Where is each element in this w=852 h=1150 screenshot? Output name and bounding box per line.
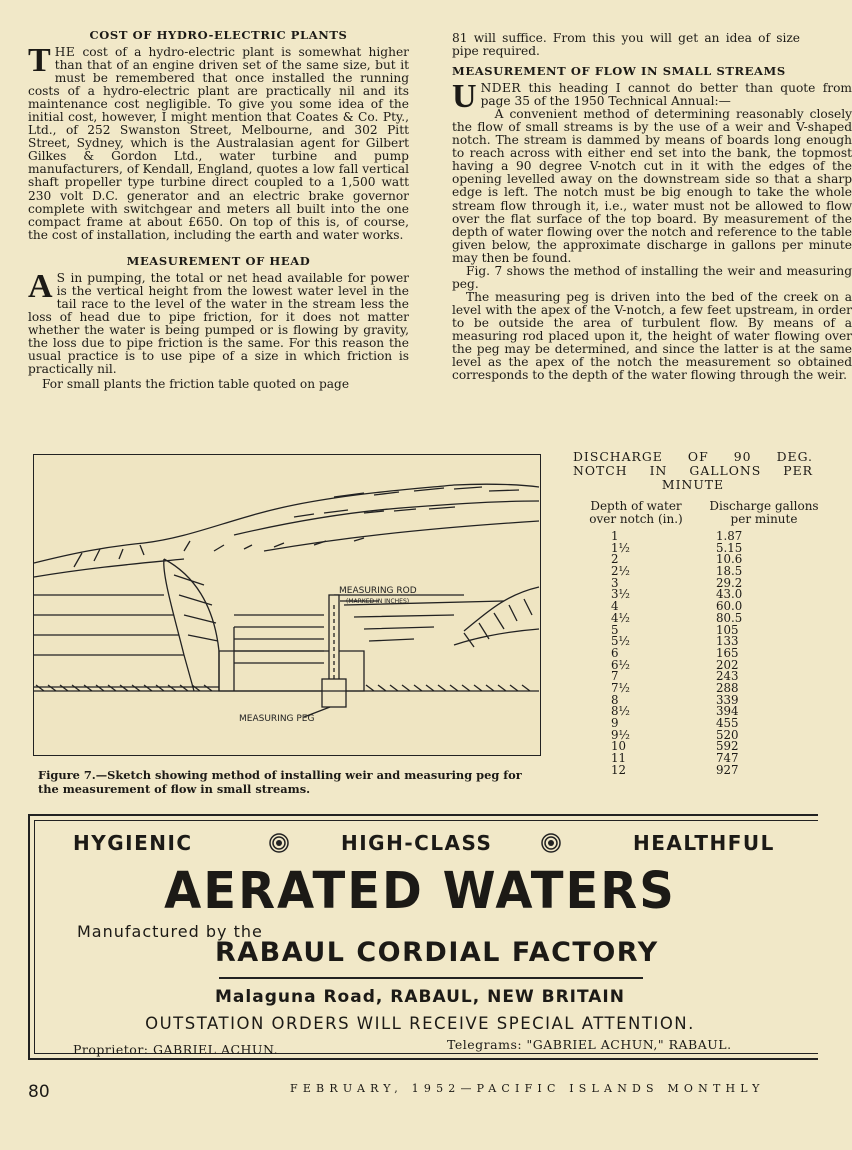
table-title-line3: MINUTE xyxy=(661,477,725,492)
table-cell-discharge: 133 xyxy=(716,634,739,649)
ad-word-healthful: HEALTHFUL xyxy=(633,831,775,855)
table-row xyxy=(571,657,811,672)
head-dropcap: A xyxy=(28,267,53,305)
table-cell-discharge: 105 xyxy=(716,622,739,637)
table-row xyxy=(571,554,811,566)
cost-text: cost of a hydro-electric plant is somewhat higher than that of an engine driven set of the same size, but it must be remembered that once installed the running costs of a hydro-electric plant are practically nil and its maintenance cost negligible. To give you some idea of the initial cost, however, I might mention that Coates & Co. Pty., Ltd., of 252 Swanston Street, Melbourne, and 302 Pitt Street, Sydney, which is the Australasian agent for Gilbert Gilkes & Gordon Ltd., water turbine and pump manufacturers, of Kendall, England, quotes a low fall vertical shaft propeller type turbine direct coupled to a 1,500 watt 230 volt D.C. generator and an electric brake governor complete with switchgear and meters all built into the one compact frame at about £650. On top of this is, of course, the cost of installation, including the earth and water works. xyxy=(28,45,409,242)
ad-telegrams: Telegrams: "GABRIEL ACHUN," RABAUL. xyxy=(447,1037,732,1052)
weir-sketch-illustration xyxy=(34,455,539,754)
table-cell-depth: 5 xyxy=(611,622,619,637)
head-paragraph xyxy=(28,267,409,377)
head-paragraph-2: For small plants the friction table quoted on page xyxy=(42,377,350,392)
article-column-left xyxy=(28,28,409,391)
ad-factory-name: RABAUL CORDIAL FACTORY xyxy=(215,937,659,968)
discharge-table-body xyxy=(571,531,811,776)
table-cell-depth: 4 xyxy=(611,599,619,614)
table-cell-depth: 2 xyxy=(611,552,619,567)
table-cell-discharge: 747 xyxy=(716,751,739,766)
table-cell-depth: 11 xyxy=(611,751,627,766)
flow-paragraph-3: Fig. 7 shows the method of installing the weir and measuring peg. xyxy=(452,263,852,291)
table-cell-discharge: 927 xyxy=(716,762,739,777)
weir-sketch-figure xyxy=(33,454,541,756)
ad-divider xyxy=(219,977,643,979)
table-row xyxy=(571,589,811,601)
aerated-waters-advertisement xyxy=(28,814,818,1060)
cost-lead: HE xyxy=(54,45,76,59)
page-number: 80 xyxy=(28,1082,50,1102)
flow-text: this heading I cannot do better than quote from page 35 of the 1950 Technical Annual:— xyxy=(480,81,852,109)
measuring-rod-label: MEASURING ROD xyxy=(339,586,417,596)
table-title-line1: DISCHARGE OF 90 DEG. xyxy=(573,449,813,464)
table-col-discharge-header: Discharge gallons per minute xyxy=(709,499,819,526)
flow-dropcap: U xyxy=(452,78,477,116)
discharge-table-title xyxy=(573,450,813,492)
table-cell-discharge: 1.87 xyxy=(716,529,743,543)
flow-paragraph-4: The measuring peg is driven into the bed of the creek on a level with the apex of the V-notch, a few feet upstream, in order to be outside the area of turbulent flow. By means of a measuring rod placed upon it, the height of water flowing over the peg may be determined, and since the latter is at the same level as the apex of the notch the measurement so obtained corresponds to the depth of the water flowing through the weir. xyxy=(452,289,852,383)
table-cell-depth: 2½ xyxy=(611,564,630,579)
cost-dropcap: T xyxy=(28,42,51,79)
head-text: in pumping, the total or net head available for power is the vertical height from the lowest water level in the tail race to the level of the water in the stream less the loss of head due to pipe friction, for it does not matter whether the water is being pumped or is flowing by gravity, the loss due to pipe friction is the same. For this reason the usual practice is to use pipe of a size in which friction is practically nil. xyxy=(28,270,409,377)
table-row xyxy=(571,610,811,625)
table-row xyxy=(571,601,811,613)
table-cell-discharge: 202 xyxy=(716,657,739,672)
table-cell-discharge: 60.0 xyxy=(716,599,743,614)
head-lead: S xyxy=(56,270,66,285)
table-cell-depth: 7 xyxy=(611,669,619,684)
table-row xyxy=(571,531,811,543)
table-row xyxy=(571,762,811,777)
table-row xyxy=(571,540,811,555)
table-cell-discharge: 394 xyxy=(716,704,739,719)
table-title-line2: NOTCH IN GALLONS PER xyxy=(573,463,813,478)
table-cell-discharge: 520 xyxy=(716,727,739,742)
table-row xyxy=(571,575,811,590)
cost-heading: COST OF HYDRO-ELECTRIC PLANTS xyxy=(89,28,348,42)
flow-paragraph xyxy=(452,78,852,116)
ad-proprietor: Proprietor: GABRIEL ACHUN. xyxy=(73,1042,279,1057)
table-cell-discharge: 18.5 xyxy=(716,564,743,579)
table-cell-depth: 6 xyxy=(611,645,619,660)
table-cell-depth: 7½ xyxy=(611,680,630,695)
flow-lead: NDER xyxy=(480,81,522,96)
ad-address: Malaguna Road, RABAUL, NEW BRITAIN xyxy=(215,987,625,1007)
table-cell-discharge: 592 xyxy=(716,739,739,754)
ad-headline: AERATED WATERS xyxy=(164,861,676,921)
table-cell-discharge: 165 xyxy=(716,645,739,660)
ad-word-high-class: HIGH-CLASS xyxy=(341,831,493,855)
table-row xyxy=(571,680,811,695)
measuring-rod-sublabel: (MARKED IN INCHES) xyxy=(346,598,410,605)
table-cell-discharge: 29.2 xyxy=(716,575,743,590)
table-row xyxy=(571,671,811,683)
table-row xyxy=(571,645,811,660)
table-row xyxy=(571,622,811,637)
table-row xyxy=(571,706,811,718)
table-row xyxy=(571,741,811,753)
ad-word-hygienic: HYGIENIC xyxy=(73,831,193,855)
table-row xyxy=(571,566,811,578)
table-cell-depth: 10 xyxy=(611,739,627,754)
table-cell-discharge: 80.5 xyxy=(716,610,743,625)
table-row xyxy=(571,692,811,707)
article-column-right xyxy=(452,32,852,382)
table-cell-depth: 3½ xyxy=(611,587,630,602)
target-icon xyxy=(541,833,561,853)
table-cell-depth: 1 xyxy=(611,529,619,543)
table-cell-depth: 9 xyxy=(611,716,619,730)
table-row xyxy=(571,636,811,648)
table-cell-discharge: 43.0 xyxy=(716,587,743,602)
table-cell-discharge: 455 xyxy=(716,716,739,730)
table-cell-depth: 5½ xyxy=(611,634,630,649)
col2-continuation: 81 will suffice. From this you will get an idea of size pipe required. xyxy=(452,31,800,59)
figure-caption: Figure 7.—Sketch showing method of installing weir and measuring peg for the measurement of flow in small streams. xyxy=(38,768,522,796)
ad-inner-border xyxy=(34,820,818,1057)
flow-heading: MEASUREMENT OF FLOW IN SMALL STREAMS xyxy=(452,64,786,79)
ad-manufactured-by: Manufactured by the xyxy=(77,922,263,941)
table-cell-depth: 6½ xyxy=(611,657,630,672)
table-row xyxy=(571,753,811,765)
table-cell-discharge: 339 xyxy=(716,692,739,707)
measuring-peg-label: MEASURING PEG xyxy=(239,714,315,724)
table-cell-depth: 4½ xyxy=(611,610,630,625)
table-col-depth-header: Depth of water over notch (in.) xyxy=(589,499,683,526)
table-cell-depth: 8½ xyxy=(611,704,630,719)
table-cell-discharge: 10.6 xyxy=(716,552,743,567)
head-heading: MEASUREMENT OF HEAD xyxy=(126,253,311,268)
table-cell-discharge: 243 xyxy=(716,669,739,684)
flow-paragraph-2: A convenient method of determining reasonably closely the flow of small streams is by the use of a weir and V-shaped notch. The stream is dammed by means of boards long enough to reach across with either end set into the bank, the topmost having a 90 degree V-notch cut in it with the edges of the opening levelled away on the downstream side so that a sharp edge is left. The notch must be big enough to take the whole stream flow through it, i.e., water must not be allowed to flow over the flat surface of the top board. By measurement of the depth of water flowing over the notch and reference to the table given below, the approximate discharge in gallons per minute may then be found. xyxy=(452,107,852,265)
table-cell-depth: 1½ xyxy=(611,540,630,555)
table-cell-depth: 3 xyxy=(611,575,619,590)
ad-outstation-notice: OUTSTATION ORDERS WILL RECEIVE SPECIAL ATTENTION. xyxy=(145,1014,695,1033)
target-icon xyxy=(269,833,289,853)
table-row xyxy=(571,727,811,742)
table-row xyxy=(571,718,811,730)
table-cell-depth: 9½ xyxy=(611,727,630,742)
table-cell-discharge: 288 xyxy=(716,680,739,695)
table-cell-depth: 12 xyxy=(611,762,627,777)
running-footer: FEBRUARY, 1952—PACIFIC ISLANDS MONTHLY xyxy=(290,1082,765,1095)
table-cell-depth: 8 xyxy=(611,692,619,707)
cost-paragraph xyxy=(28,42,409,242)
table-cell-discharge: 5.15 xyxy=(716,540,743,555)
